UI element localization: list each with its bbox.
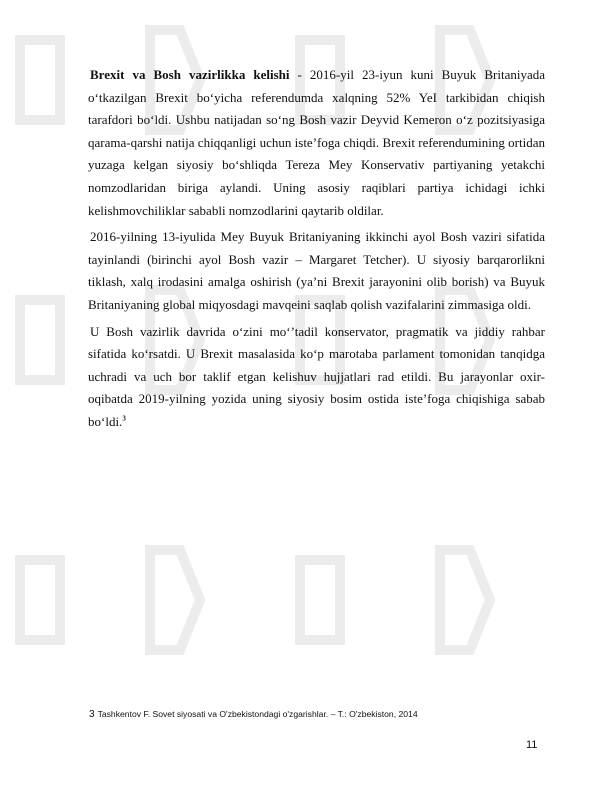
page-number: 11	[526, 739, 538, 751]
paragraph-text: U Bosh vazirlik davrida o‘zini mo‘’tadil konservator, pragmatik va jiddiy rahbar sifatida ko‘rsatdi. U Brexit masalasida ko‘p marotaba parlament tomonidan tanqidga uchradi va uch bor taklif etgan kelishuv hujjatlari rad etildi. Bu jarayonlar oxir-oqibatda 2019-yilning yozida uning siyosiy bosim ostida iste’foga chiqishiga sabab bo‘ldi.	[88, 323, 545, 429]
footnote-number: 3	[89, 709, 95, 720]
paragraph-text: - 2016-yil 23-iyun kuni Buyuk Britaniyada o‘tkazilgan Brexit bo‘yicha referendumda xalqning 52% YeI tarkibidan chiqish tarafdori bo‘ldi. Ushbu natijadan so‘ng Bosh vazir Deyvid Kemeron o‘z pozitsiyasiga qarama-qarshi natija chiqqanligi uchun iste’foga chiqdi. Brexit referendumining ortidan yuzaga kelgan siyosiy bo‘shliqda Tereza Mey Konservativ partiyaning yetakchi nomzodlaridan biriga aylandi. Uning asosiy raqiblari partiya ichidagi ichki kelishmovchiliklar sababli nomzodlarini qaytarib oldilar.	[88, 67, 545, 218]
document-body	[88, 64, 545, 438]
section-lead: Brexit va Bosh vazirlikka kelishi	[90, 67, 290, 82]
paragraph-premiership	[88, 321, 545, 434]
paragraph-appointment	[88, 226, 545, 316]
footnote-reference[interactable]: 3	[122, 414, 126, 423]
footnote-text: Tashkentov F. Sovet siyosati va O'zbekistondagi o'zgarishlar. – T.: O'zbekiston, 2014	[97, 709, 418, 719]
footnote	[89, 708, 529, 721]
paragraph-text: 2016-yilning 13-iyulida Mey Buyuk Britaniyaning ikkinchi ayol Bosh vaziri sifatida tayinlandi (birinchi ayol Bosh vazir – Margaret Tetcher). U siyosiy barqarorlikni tiklash, xalq irodasini amalga oshirish (ya’ni Brexit jarayonini olib borish) va Buyuk Britaniyaning global miqyosdagi mavqeini saqlab qolish vazifalarini zimmasiga oldi.	[88, 229, 545, 312]
paragraph-brexit	[88, 64, 545, 222]
